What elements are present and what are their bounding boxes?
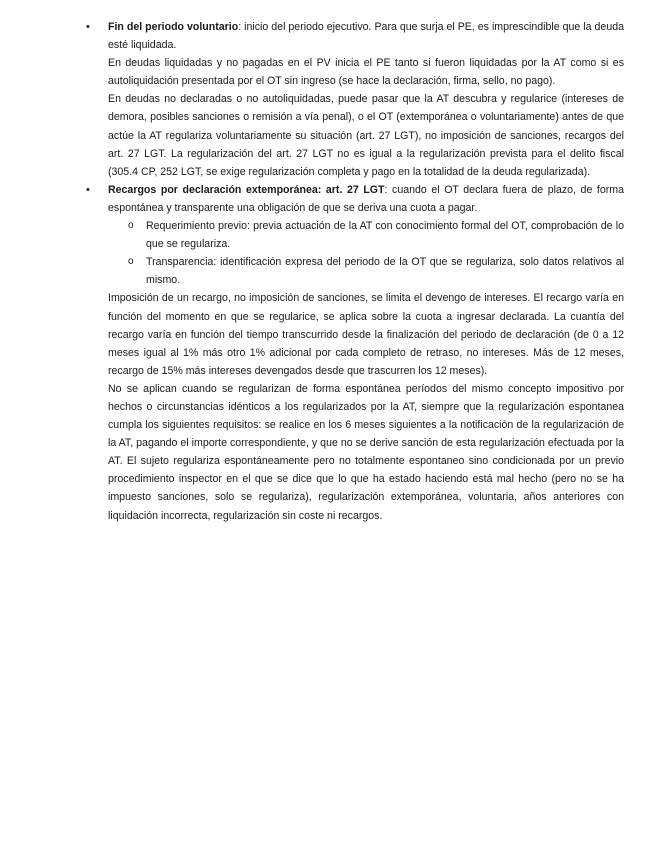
- bullet-lead-text: : inicio del periodo ejecutivo. Para que surja el PE, es imprescindible que la deuda esté liquidada.: [108, 21, 624, 52]
- bullet-title: Recargos por declaración extemporánea: art. 27 LGT: [108, 183, 385, 196]
- sub-list-item-text: Transparencia: identificación expresa del periodo de la OT que se regulariza, solo datos relativos al mismo.: [146, 256, 624, 287]
- bullet-icon: •: [86, 21, 90, 33]
- bullet-lead: [108, 181, 624, 217]
- sub-list-item: [128, 253, 624, 289]
- paragraph: Imposición de un recargo, no imposición de sanciones, se limita el devengo de intereses. El recargo varía en función del momento en que se regularice, se aplica sobre la cuota a ingresar declarada. La cuantía del recargo varía en función del tiempo transcurrido desde la finalización del periodo de declaración (de 0 a 12 meses igual al 1% más otro 1% adicional por cada completo de retraso, no intereses. Más de 12 meses, recargo de 15% más intereses devengados desde que trascurren los 12 meses).: [108, 292, 624, 377]
- sub-list-item-text: Requerimiento previo: previa actuación de la AT con conocimiento formal del OT, comprobación de lo que se regulariza.: [146, 220, 624, 251]
- paragraph: En deudas liquidadas y no pagadas en el PV inicia el PE tanto si fueron liquidadas por la AT como si es autoliquidación presentada por el OT sin ingreso (se hace la declaración, firma, sello, no pago).: [108, 57, 624, 88]
- bullet-lead: [108, 18, 624, 54]
- bullet-icon: •: [86, 183, 90, 196]
- bullet-item-recargos: [86, 181, 624, 525]
- bullet-title: Fin del periodo voluntario: [108, 21, 239, 33]
- document-body: [86, 18, 624, 525]
- sub-bullet-icon: o: [128, 220, 134, 232]
- paragraph: En deudas no declaradas o no autoliquidadas, puede pasar que la AT descubra y regularice (intereses de demora, posibles sanciones o remisión a vía penal), o el OT (extemporánea o voluntariamente) antes de que actúe la AT regulariza voluntariamente su situación (art. 27 LGT), no imposición de sanciones, recargos del art. 27 LGT. La regularización del art. 27 LGT no es igual a la regularización prevista para el delito fiscal (305.4 CP, 252 LGT, se exige regularización completa y pago en la totalidad de la deuda regularizada).: [108, 93, 624, 178]
- bullet-item-periodo-voluntario: [86, 18, 624, 181]
- paragraph: No se aplican cuando se regularizan de forma espontánea períodos del mismo concepto impositivo por hechos o circunstancias idénticos a los regularizados por la AT, siempre que la regularización espontanea cumpla los siguientes requisitos: se realice en los 6 meses siguientes a la notificación de la regularización de la AT, pagando el importe correspondiente, y que no se derive sanción de esta regularización efectuada por la AT. El sujeto regulariza espontáneamente pero no totalmente espontaneo sino condicionada por un previo procedimiento inspector en el que se dice que lo que ha estado haciendo está mal hecho (pero no se ha impuesto sanciones, solo se regulariza), regularización extemporánea, voluntaria, años anteriores con liquidación incorrecta, regularización sin coste ni recargos.: [108, 382, 624, 522]
- sub-list: [108, 217, 624, 289]
- sub-bullet-icon: o: [128, 256, 134, 268]
- sub-list-item: [128, 217, 624, 253]
- bullet-lead-text: : cuando el OT declara fuera de plazo, de forma espontánea y transparente una obligación de que se deriva una cuota a pagar.: [108, 183, 624, 214]
